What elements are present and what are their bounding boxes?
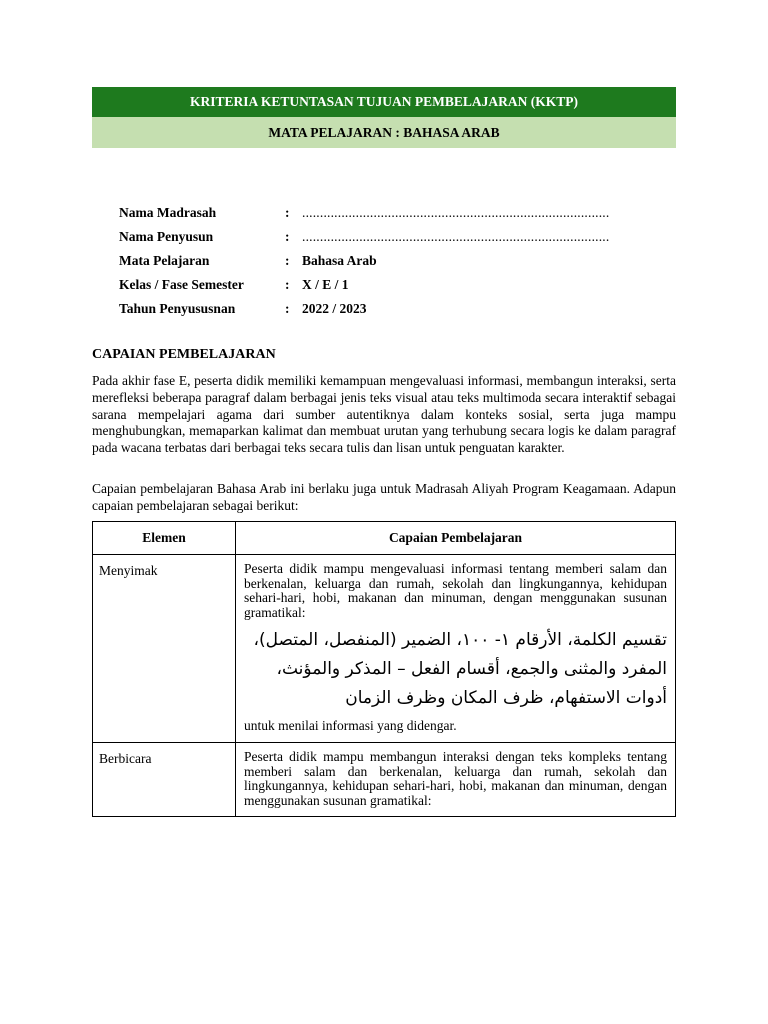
info-value: 2022 / 2023 bbox=[302, 301, 367, 316]
info-value-blank: ...................................................................................... bbox=[302, 229, 610, 244]
info-label: Kelas / Fase Semester bbox=[119, 277, 244, 292]
info-colon: : bbox=[285, 229, 290, 244]
capaian-table bbox=[92, 521, 676, 817]
arabic-line: أدوات الاستفهام، ظرف المكان وظرف الزمان bbox=[345, 688, 667, 709]
cell-elemen: Berbicara bbox=[93, 742, 236, 816]
cell-elemen: Menyimak bbox=[93, 555, 236, 743]
paragraph-capaian-scope: Capaian pembelajaran Bahasa Arab ini berlaku juga untuk Madrasah Aliyah Program Keagamaan. Adapun capaian pembelajaran sebagai berikut: bbox=[92, 481, 676, 513]
document-title: KRITERIA KETUNTASAN TUJUAN PEMBELAJARAN (KKTP) bbox=[92, 87, 676, 117]
capaian-closing-text: untuk menilai informasi yang didengar. bbox=[244, 718, 457, 734]
cell-capaian bbox=[236, 555, 676, 743]
document-subtitle: MATA PELAJARAN : BAHASA ARAB bbox=[92, 117, 676, 148]
info-value: Bahasa Arab bbox=[302, 253, 377, 268]
cell-capaian bbox=[236, 742, 676, 816]
table-row-menyimak bbox=[93, 555, 676, 743]
info-colon: : bbox=[285, 205, 290, 220]
info-label: Nama Madrasah bbox=[119, 205, 217, 220]
info-label: Nama Penyusun bbox=[119, 229, 214, 244]
section-heading-capaian: CAPAIAN PEMBELAJARAN bbox=[92, 347, 276, 362]
table-header-row bbox=[93, 522, 676, 555]
paragraph-capaian-intro: Pada akhir fase E, peserta didik memiliki kemampuan mengevaluasi informasi, membangun interaksi, serta merefleksi beberapa paragraf dalam berbagai jenis teks visual atau teks multimoda secara interaktif sebagai sarana mempelajari agama dari sumber autentiknya dalam konteks sosial, serta juga mampu menghubungkan, memaparkan kalimat dan membuat urutan yang terhubung secara logis ke dalam paragraf pada wacana terbatas dari berbagai teks secara tulis dan lisan untuk penguatan karakter. bbox=[92, 373, 676, 456]
info-label: Mata Pelajaran bbox=[119, 253, 210, 268]
info-value: X / E / 1 bbox=[302, 277, 349, 292]
arabic-grammar-list bbox=[244, 626, 667, 713]
arabic-line: المفرد والمثنى والجمع، أقسام الفعل – المذكر والمؤنث، bbox=[276, 659, 667, 680]
arabic-line: تقسيم الكلمة، الأرقام ١- ١٠٠، الضمير (المنفصل، المتصل)، bbox=[253, 630, 667, 651]
info-label: Tahun Penyususnan bbox=[119, 301, 236, 316]
table-row-berbicara bbox=[93, 742, 676, 816]
info-value-blank: ...................................................................................... bbox=[302, 205, 610, 220]
capaian-text: Peserta didik mampu mengevaluasi informasi tentang memberi salam dan berkenalan, keluarga dan rumah, sekolah dan lingkungannya, kehidupan sehari-hari, hobi, makanan dan minuman, dengan menggunakan susunan gramatikal: bbox=[244, 561, 667, 620]
info-colon: : bbox=[285, 301, 290, 316]
column-header-capaian: Capaian Pembelajaran bbox=[236, 522, 676, 555]
column-header-elemen: Elemen bbox=[93, 522, 236, 555]
info-colon: : bbox=[285, 277, 290, 292]
capaian-text: Peserta didik mampu membangun interaksi dengan teks kompleks tentang memberi salam dan berkenalan, keluarga dan rumah, sekolah dan lingkungannya, kehidupan sehari-hari, hobi, makanan dan minuman, dengan menggunakan susunan gramatikal: bbox=[244, 748, 667, 808]
info-colon: : bbox=[285, 253, 290, 268]
